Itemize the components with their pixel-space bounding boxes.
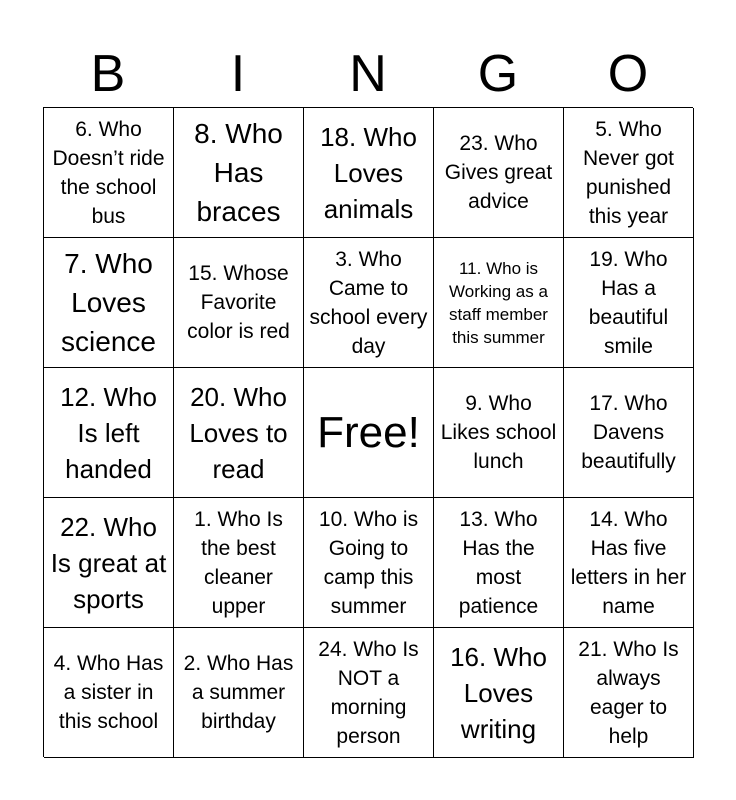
cell-text: 10. Who is Going to camp this summer xyxy=(318,507,419,618)
bingo-cell xyxy=(434,498,564,628)
bingo-cell xyxy=(564,498,694,628)
bingo-card-grid xyxy=(43,107,693,757)
cell-text: 12. Who Is left handed xyxy=(60,381,157,484)
bingo-cell xyxy=(304,238,434,368)
bingo-cell xyxy=(174,368,304,498)
free-space-cell xyxy=(304,368,434,498)
bingo-cell xyxy=(174,108,304,238)
header-letter-n: N xyxy=(349,45,387,103)
cell-text: 15. Whose Favorite color is red xyxy=(187,262,290,343)
header-letter-o: O xyxy=(607,45,649,103)
cell-text: 13. Who Has the most patience xyxy=(458,507,539,618)
bingo-cell xyxy=(174,498,304,628)
bingo-cell xyxy=(434,108,564,238)
cell-text: 18. Who Loves animals xyxy=(320,121,417,224)
bingo-cell xyxy=(304,108,434,238)
bingo-cell xyxy=(174,238,304,368)
bingo-cell xyxy=(434,628,564,758)
bingo-cell xyxy=(304,628,434,758)
cell-text: 8. Who Has braces xyxy=(194,118,283,227)
cell-text: 16. Who Loves writing xyxy=(450,641,547,744)
bingo-cell xyxy=(564,238,694,368)
header-letter-b: B xyxy=(90,45,126,103)
cell-text: 7. Who Loves science xyxy=(61,248,156,357)
cell-text: 2. Who Has a summer birthday xyxy=(183,652,294,733)
cell-text: 20. Who Loves to read xyxy=(189,381,288,484)
cell-text: 22. Who Is great at sports xyxy=(50,511,167,614)
cell-text: 19. Who Has a beautiful smile xyxy=(588,247,669,358)
header-letter-g: G xyxy=(477,45,519,103)
cell-text: 17. Who Davens beautifully xyxy=(581,392,676,473)
bingo-cell xyxy=(434,238,564,368)
cell-text: 3. Who Came to school every day xyxy=(309,247,428,358)
bingo-cell xyxy=(44,498,174,628)
bingo-cell xyxy=(174,628,304,758)
cell-text: 23. Who Gives great advice xyxy=(444,132,553,213)
bingo-cell xyxy=(44,368,174,498)
cell-text: 4. Who Has a sister in this school xyxy=(53,652,164,733)
cell-text: 11. Who is Working as a staff member this summer xyxy=(449,258,548,347)
bingo-cell xyxy=(564,628,694,758)
cell-text: 5. Who Never got punished this year xyxy=(582,117,675,228)
cell-text: 9. Who Likes school lunch xyxy=(440,392,557,473)
bingo-cell xyxy=(564,368,694,498)
bingo-header xyxy=(43,40,693,108)
bingo-cell xyxy=(44,108,174,238)
cell-text: 1. Who Is the best cleaner upper xyxy=(194,507,283,618)
bingo-cell xyxy=(304,498,434,628)
free-space-text: Free! xyxy=(317,407,420,457)
bingo-cell xyxy=(434,368,564,498)
bingo-cell xyxy=(44,628,174,758)
cell-text: 14. Who Has five letters in her name xyxy=(570,507,687,618)
bingo-cell xyxy=(44,238,174,368)
cell-text: 21. Who Is always eager to help xyxy=(578,637,679,748)
cell-text: 6. Who Doesn’t ride the school bus xyxy=(52,117,165,228)
cell-text: 24. Who Is NOT a morning person xyxy=(318,637,419,748)
bingo-cell xyxy=(564,108,694,238)
header-letter-i: I xyxy=(230,45,246,103)
